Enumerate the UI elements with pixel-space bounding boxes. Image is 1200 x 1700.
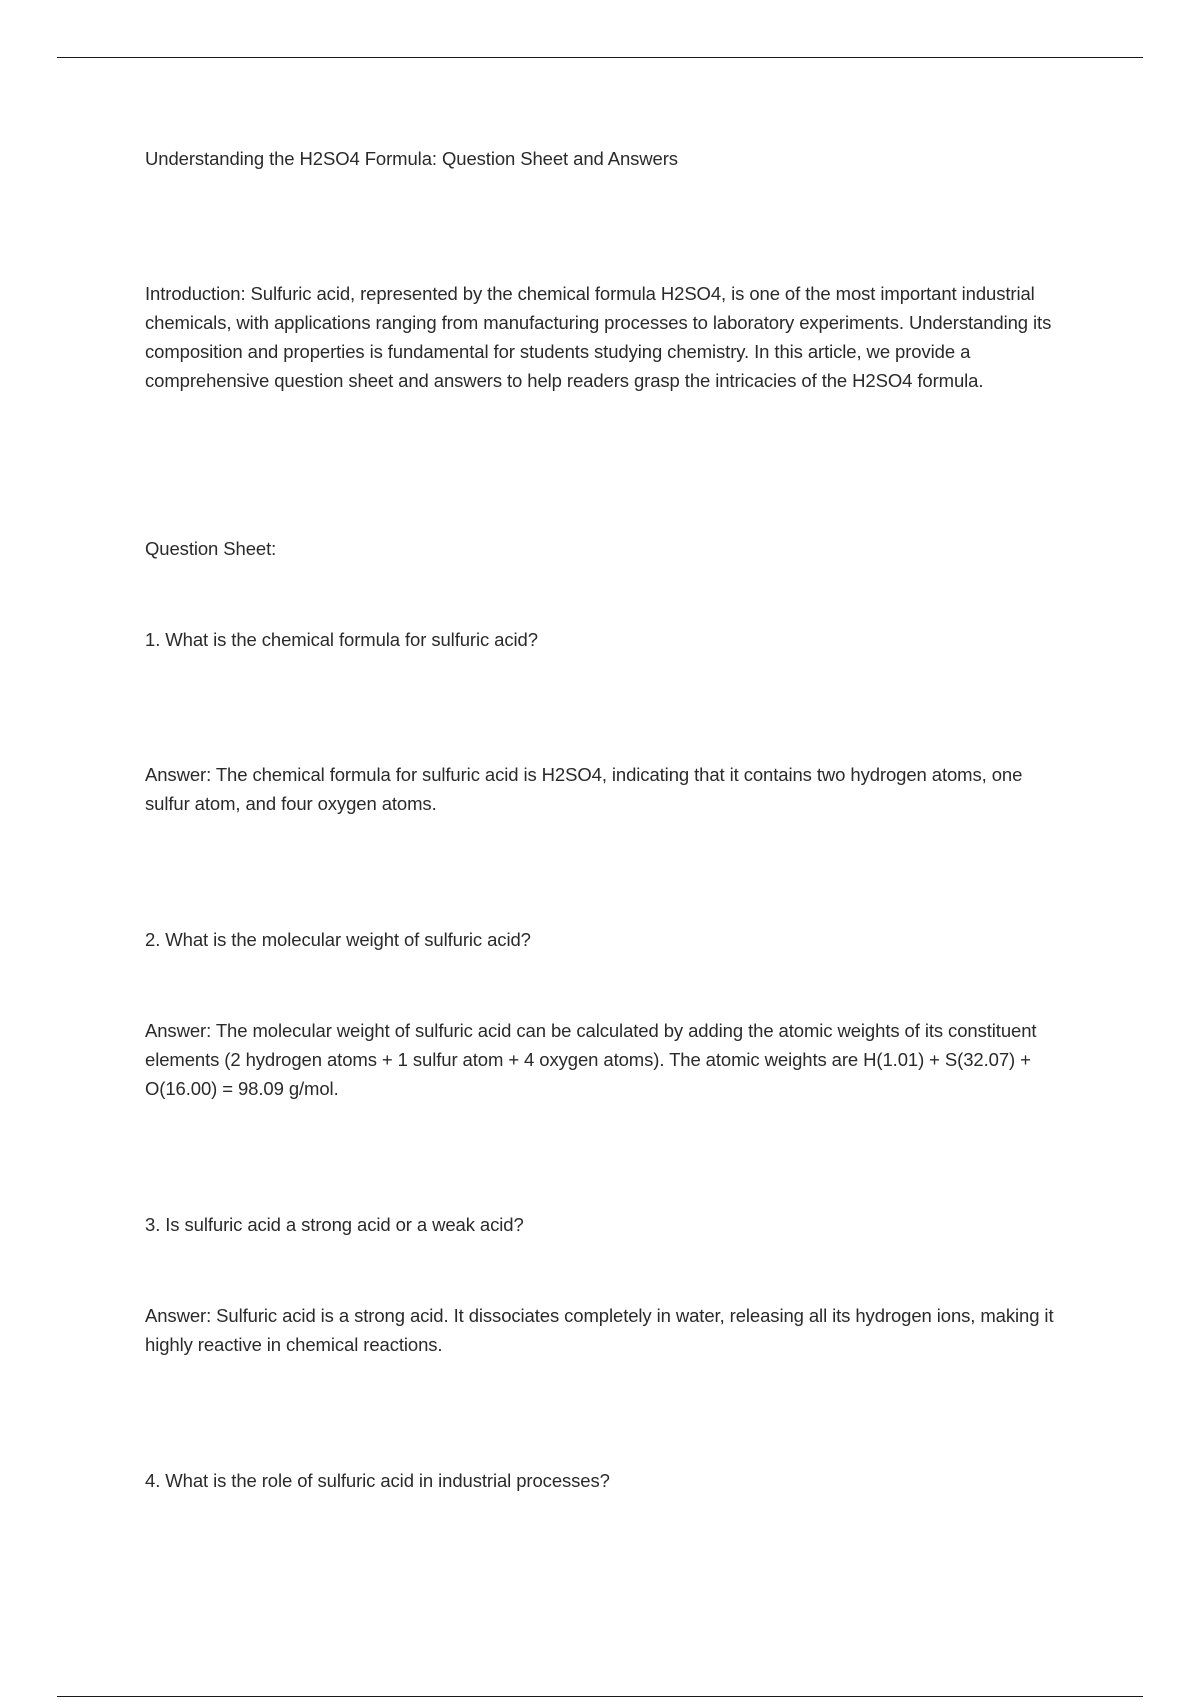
document-title: Understanding the H2SO4 Formula: Question Sheet and Answers bbox=[145, 148, 678, 169]
answer-3: Answer: Sulfuric acid is a strong acid. It dissociates completely in water, releasing all its hydrogen ions, making it highly reactive in chemical reactions. bbox=[145, 1305, 1054, 1355]
intro-paragraph: Introduction: Sulfuric acid, represented by the chemical formula H2SO4, is one of the most important industrial chemicals, with applications ranging from manufacturing processes to laboratory experiments. Understanding its composition and properties is fundamental for students studying chemistry. In this article, we provide a comprehensive question sheet and answers to help readers grasp the intricacies of the H2SO4 formula. bbox=[145, 283, 1052, 391]
footer-rule bbox=[57, 1696, 1143, 1697]
question-4: 4. What is the role of sulfuric acid in industrial processes? bbox=[145, 1470, 610, 1491]
header-rule bbox=[57, 57, 1143, 58]
answer-1: Answer: The chemical formula for sulfuric acid is H2SO4, indicating that it contains two hydrogen atoms, one sulfur atom, and four oxygen atoms. bbox=[145, 764, 1023, 814]
question-1: 1. What is the chemical formula for sulfuric acid? bbox=[145, 629, 538, 650]
question-3: 3. Is sulfuric acid a strong acid or a weak acid? bbox=[145, 1214, 524, 1235]
answer-2: Answer: The molecular weight of sulfuric acid can be calculated by adding the atomic weights of its constituent elements (2 hydrogen atoms + 1 sulfur atom + 4 oxygen atoms). The atomic weights are H(1.01) + S(32.07) + O(16.00) = 98.09 g/mol. bbox=[145, 1020, 1037, 1099]
question-sheet-heading: Question Sheet: bbox=[145, 538, 277, 559]
question-2: 2. What is the molecular weight of sulfuric acid? bbox=[145, 929, 531, 950]
